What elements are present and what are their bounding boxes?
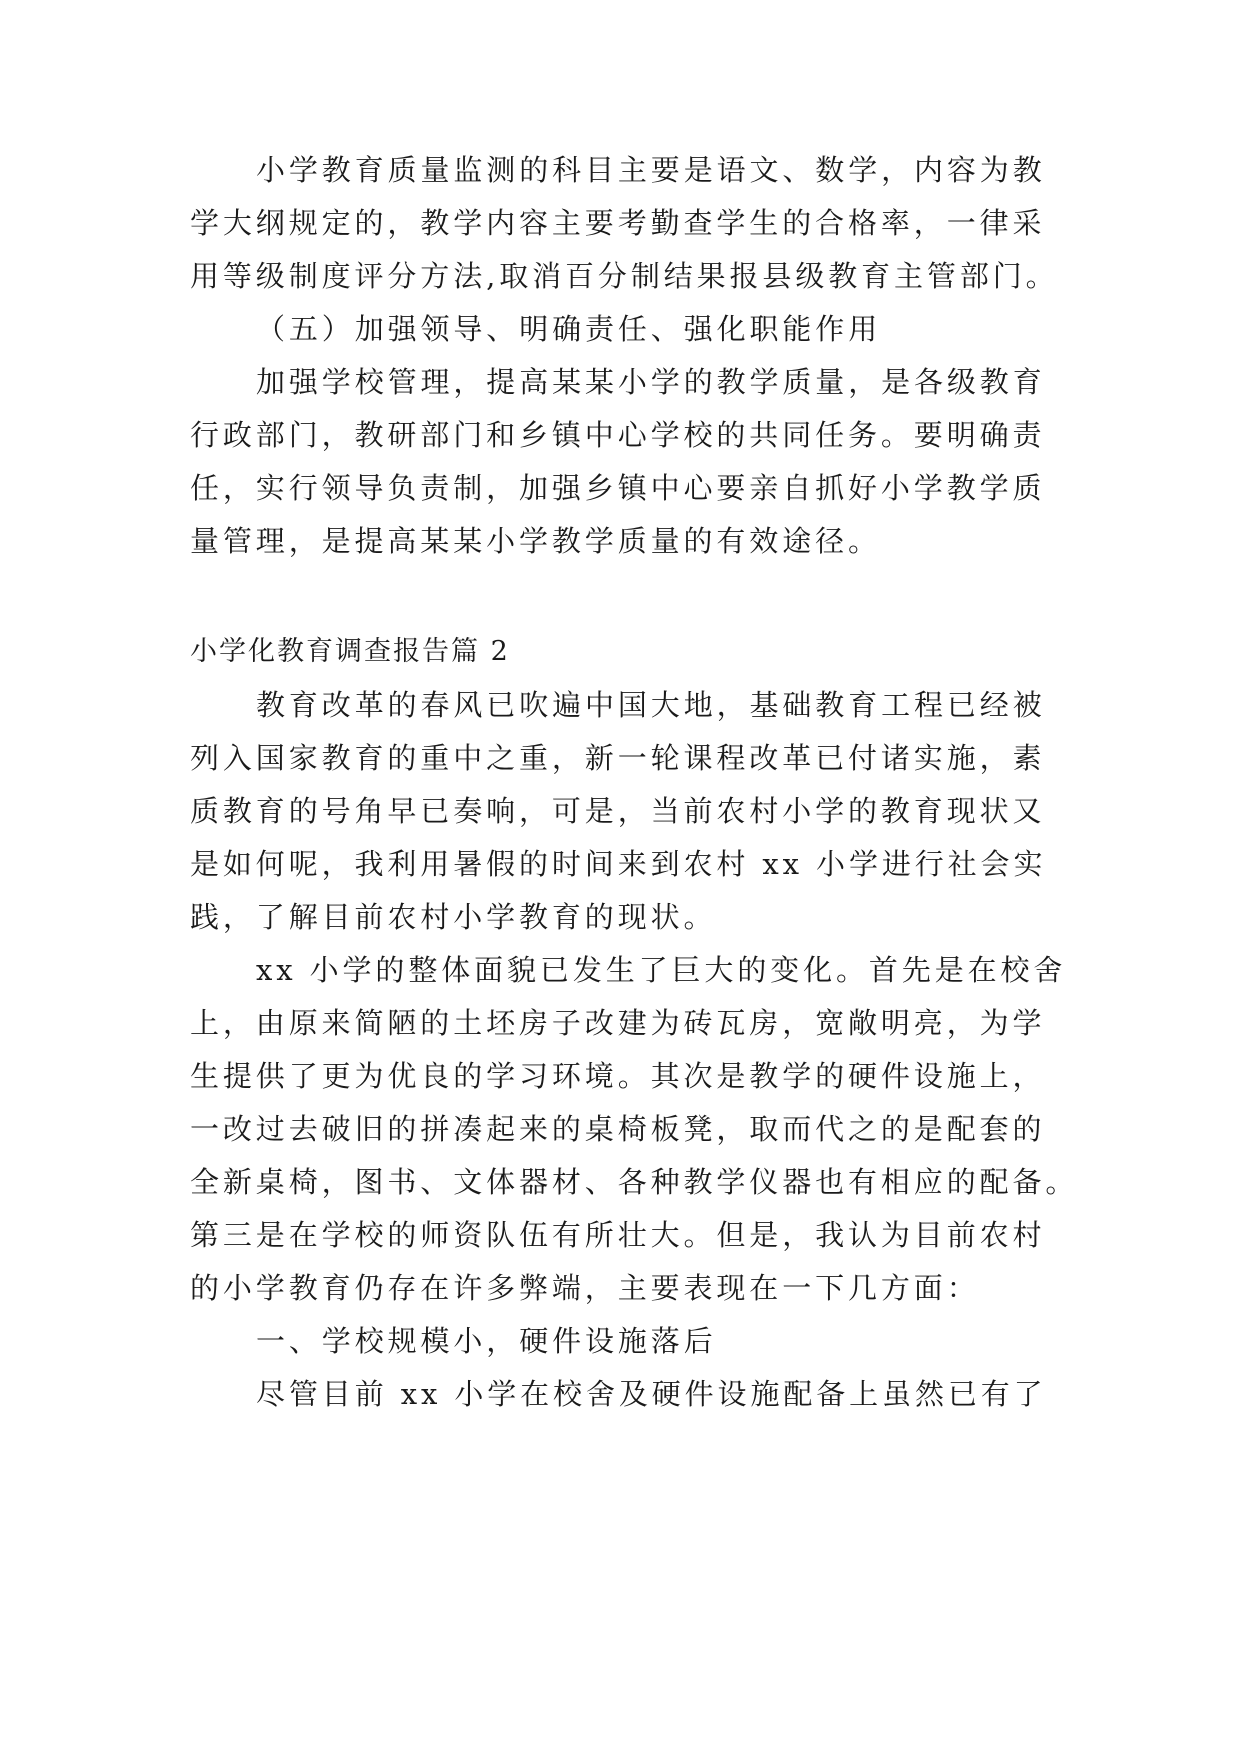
- section-title: 小学化教育调查报告篇 2: [190, 636, 510, 667]
- paragraph-line: 质教育的号角早已奏响，可是，当前农村小学的教育现状又: [190, 794, 1046, 828]
- subheading-five: （五）加强领导、明确责任、强化职能作用: [256, 312, 882, 346]
- paragraph-line: 用等级制度评分方法,取消百分制结果报县级教育主管部门。: [190, 259, 1059, 293]
- paragraph-line: 教育改革的春风已吹遍中国大地，基础教育工程已经被: [256, 688, 1046, 722]
- paragraph-line: 尽管目前 xx 小学在校舍及硬件设施配备上虽然已有了: [256, 1377, 1047, 1411]
- paragraph-line: 量管理，是提高某某小学教学质量的有效途径。: [190, 524, 881, 558]
- paragraph-line: 一改过去破旧的拼凑起来的桌椅板凳，取而代之的是配套的: [190, 1112, 1046, 1146]
- paragraph-line: 行政部门，教研部门和乡镇中心学校的共同任务。要明确责: [190, 418, 1046, 452]
- paragraph-line: xx 小学的整体面貌已发生了巨大的变化。首先是在校舍: [256, 953, 1067, 987]
- paragraph-line: 生提供了更为优良的学习环境。其次是教学的硬件设施上，: [190, 1059, 1046, 1093]
- paragraph-line: 的小学教育仍存在许多弊端，主要表现在一下几方面：: [190, 1271, 980, 1305]
- paragraph-line: 任，实行领导负责制，加强乡镇中心要亲自抓好小学教学质: [190, 471, 1046, 505]
- paragraph-line: 上，由原来简陋的土坯房子改建为砖瓦房，宽敞明亮，为学: [190, 1006, 1046, 1040]
- paragraph-line: 是如何呢，我利用暑假的时间来到农村 xx 小学进行社会实: [190, 847, 1047, 881]
- paragraph-line: 践，了解目前农村小学教育的现状。: [190, 900, 717, 934]
- paragraph-line: 加强学校管理，提高某某小学的教学质量，是各级教育: [256, 365, 1046, 399]
- paragraph-line: 学大纲规定的，教学内容主要考勤查学生的合格率，一律采: [190, 206, 1046, 240]
- subheading-one: 一、学校规模小，硬件设施落后: [256, 1324, 717, 1358]
- paragraph-line: 第三是在学校的师资队伍有所壮大。但是，我认为目前农村: [190, 1218, 1046, 1252]
- paragraph-line: 小学教育质量监测的科目主要是语文、数学，内容为教: [256, 153, 1046, 187]
- paragraph-line: 列入国家教育的重中之重，新一轮课程改革已付诸实施，素: [190, 741, 1046, 775]
- paragraph-line: 全新桌椅，图书、文体器材、各种教学仪器也有相应的配备。: [190, 1165, 1079, 1199]
